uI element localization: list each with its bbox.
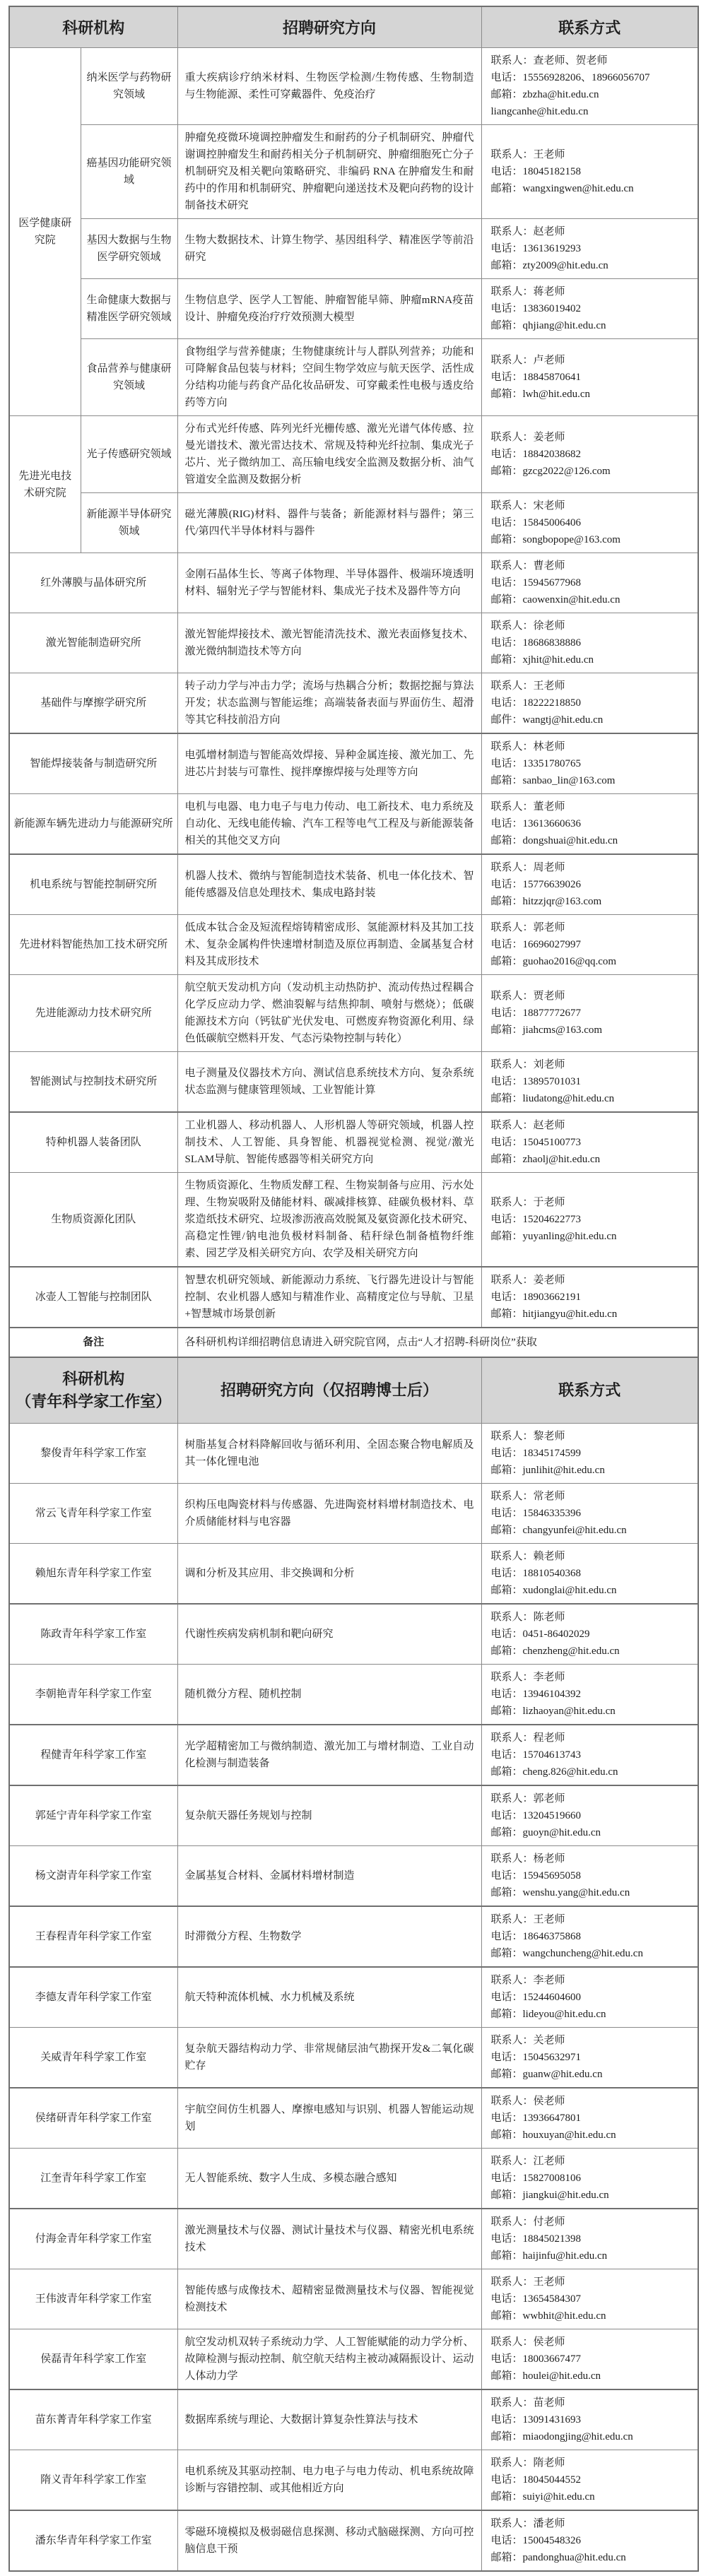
contact-line: 电话：13204519660 bbox=[490, 1810, 582, 1821]
contact-cell bbox=[481, 1967, 698, 2028]
direction-cell: 电机与电器、电力电子与电力传动、电工新技术、电力系统及自动化、无线电能传输、汽车工程等电气工程及与新能源装备相关的其他交叉方向 bbox=[177, 794, 481, 855]
contact-line: 邮箱：miaodongjing@hit.edu.cn bbox=[490, 2431, 633, 2442]
table-row bbox=[9, 673, 698, 734]
direction-cell: 电机系统及其驱动控制、电力电子与电力传动、机电系统故障诊断与容错控制、或其他相近方向 bbox=[177, 2450, 481, 2511]
direction-cell: 机器人技术、微纳与智能制造技术装备、机电一体化技术、智能传感器及信息处理技术、集成电路封装 bbox=[177, 854, 481, 915]
table-row bbox=[9, 854, 698, 915]
direction-cell: 调和分析及其应用、非交换调和分析 bbox=[177, 1544, 481, 1605]
contact-cell bbox=[481, 1906, 698, 1967]
contact-line: 联系人：王老师 bbox=[490, 680, 565, 692]
contact-line: 联系人：付老师 bbox=[490, 2216, 565, 2228]
contact-line: 邮箱：xudonglai@hit.edu.cn bbox=[490, 1585, 617, 1596]
org-cell: 程健青年科学家工作室 bbox=[9, 1725, 177, 1785]
contact-line: 联系人：江老师 bbox=[490, 2156, 565, 2167]
contact-line: 联系人：苗老师 bbox=[490, 2397, 565, 2409]
contact-line: 电话：18903662191 bbox=[490, 1292, 582, 1303]
contact-line: 电话：18646375868 bbox=[490, 1931, 582, 1942]
contact-line: 电话：18222218850 bbox=[490, 697, 582, 709]
direction-cell: 分布式光纤传感、阵列光纤光栅传感、激光光谱气体传感、拉曼光谱技术、激光雷达技术、常规及特种光纤拉制、集成光子芯片、光子微纳加工、高压输电线安全监测及数据分析、油气管道安全监测及数据分析 bbox=[177, 416, 481, 493]
contact-line: 邮箱：wenshu.yang@hit.edu.cn bbox=[490, 1887, 630, 1898]
contact-line: 邮箱：lideyou@hit.edu.cn bbox=[490, 2009, 606, 2020]
contact-cell bbox=[481, 1052, 698, 1113]
org-cell: 常云飞青年科学家工作室 bbox=[9, 1484, 177, 1544]
contact-line: 电话：13946104392 bbox=[490, 1689, 582, 1700]
table-body bbox=[9, 48, 698, 2572]
table-row bbox=[9, 2510, 698, 2571]
direction-cell: 激光测量技术与仪器、测试计量技术与仪器、精密光机电系统技术 bbox=[177, 2209, 481, 2269]
contact-line: 联系人：郭老师 bbox=[490, 1793, 565, 1804]
contact-line: 联系人：贾老师 bbox=[490, 991, 565, 1002]
org-cell: 赖旭东青年科学家工作室 bbox=[9, 1544, 177, 1605]
contact-line: 联系人：赖老师 bbox=[490, 1551, 565, 1562]
contact-line: 电话：18045044552 bbox=[490, 2474, 582, 2486]
direction-cell: 织构压电陶瓷材料与传感器、先进陶瓷材料增材制造技术、电介质储能材料与电容器 bbox=[177, 1484, 481, 1544]
contact-cell bbox=[481, 1173, 698, 1268]
sub-area-cell: 纳米医学与药物研究领域 bbox=[81, 48, 177, 125]
contact-line: 邮箱：dongshuai@hit.edu.cn bbox=[490, 835, 618, 846]
contact-cell bbox=[481, 794, 698, 855]
contact-line: 电话：15004548326 bbox=[490, 2535, 582, 2546]
contact-cell bbox=[481, 915, 698, 975]
contact-line: 邮箱：liudatong@hit.edu.cn bbox=[490, 1093, 615, 1104]
contact-line: 电话：18345174599 bbox=[490, 1448, 582, 1459]
contact-line: 邮箱：guohao2016@qq.com bbox=[490, 956, 617, 967]
org-group-cell: 医学健康研究院 bbox=[9, 48, 81, 416]
table1-header-direction: 招聘研究方向 bbox=[177, 6, 481, 48]
table-row bbox=[9, 219, 698, 279]
note-text-cell: 各科研机构详细招聘信息请进入研究院官网，点击“人才招聘-科研岗位”获取 bbox=[177, 1328, 698, 1357]
table-row bbox=[9, 1544, 698, 1605]
table1-header-org: 科研机构 bbox=[9, 6, 177, 48]
org-cell: 李德友青年科学家工作室 bbox=[9, 1967, 177, 2028]
org-cell: 侯绪研青年科学家工作室 bbox=[9, 2088, 177, 2149]
contact-cell bbox=[481, 219, 698, 279]
contact-line: 邮箱：zty2009@hit.edu.cn bbox=[490, 260, 608, 271]
contact-line: 联系人：杨老师 bbox=[490, 1853, 565, 1865]
org-cell: 杨文澍青年科学家工作室 bbox=[9, 1846, 177, 1907]
contact-line: 联系人：李老师 bbox=[490, 1672, 565, 1683]
contact-line: 邮箱：hitjiangyu@hit.edu.cn bbox=[490, 1308, 618, 1320]
contact-cell bbox=[481, 493, 698, 553]
contact-line: liangcanhe@hit.edu.cn bbox=[490, 106, 589, 117]
table-row bbox=[9, 2269, 698, 2329]
contact-line: 电话：13936647801 bbox=[490, 2113, 582, 2124]
contact-line: 联系人：王老师 bbox=[490, 2276, 565, 2288]
contact-line: 联系人：林老师 bbox=[490, 741, 565, 752]
contact-line: 联系人：查老师、贺老师 bbox=[490, 55, 608, 66]
contact-line: 邮箱：wwbhit@hit.edu.cn bbox=[490, 2310, 606, 2322]
table-row bbox=[9, 1906, 698, 1967]
contact-line: 邮箱：sanbao_lin@163.com bbox=[490, 775, 616, 786]
direction-cell: 航空航天发动机方向（发动机主动热防护、流动传热过程耦合化学反应动力学、燃油裂解与结焦抑制、喷射与燃烧）；低碳能源技术方向（钙钛矿光伏发电、可燃废弃物资源化利用、绿色低碳航空燃料开发、气态污染物控制与转化） bbox=[177, 975, 481, 1052]
contact-cell bbox=[481, 1725, 698, 1785]
org-cell: 潘东华青年科学家工作室 bbox=[9, 2510, 177, 2571]
contact-line: 电话：18003667477 bbox=[490, 2353, 582, 2365]
contact-line: 联系人：王老师 bbox=[490, 149, 565, 160]
contact-line: 电话：15776639026 bbox=[490, 879, 582, 890]
recruitment-table bbox=[8, 6, 699, 2572]
direction-cell: 复杂航天器任务规划与控制 bbox=[177, 1785, 481, 1846]
org-cell: 隋义青年科学家工作室 bbox=[9, 2450, 177, 2511]
contact-line: 电话：18686838886 bbox=[490, 637, 582, 649]
org-cell: 王伟波青年科学家工作室 bbox=[9, 2269, 177, 2329]
table2-header-org: 科研机构 （青年科学家工作室） bbox=[9, 1357, 177, 1424]
contact-line: 联系人：关老师 bbox=[490, 2035, 565, 2046]
contact-line: 联系人：于老师 bbox=[490, 1197, 565, 1208]
table-row bbox=[9, 2450, 698, 2511]
contact-line: 电话：15244604600 bbox=[490, 1992, 582, 2003]
contact-cell bbox=[481, 339, 698, 416]
table-row bbox=[9, 1424, 698, 1484]
contact-line: 邮箱：houlei@hit.edu.cn bbox=[490, 2370, 601, 2382]
contact-cell bbox=[481, 2149, 698, 2209]
contact-line: 邮箱：zhaolj@hit.edu.cn bbox=[490, 1154, 601, 1165]
contact-line: 电话：15204622773 bbox=[490, 1214, 582, 1225]
org-cell: 郭延宁青年科学家工作室 bbox=[9, 1785, 177, 1846]
table-row bbox=[9, 1267, 698, 1328]
org-group-cell: 先进光电技术研究院 bbox=[9, 416, 81, 553]
contact-line: 联系人：周老师 bbox=[490, 862, 565, 873]
org-cell: 智能测试与控制技术研究所 bbox=[9, 1052, 177, 1113]
org-cell: 基础件与摩擦学研究所 bbox=[9, 673, 177, 734]
sub-area-cell: 癌基因功能研究领域 bbox=[81, 125, 177, 219]
contact-line: 电话：18045182158 bbox=[490, 166, 582, 177]
table-row bbox=[9, 553, 698, 613]
direction-cell: 复杂航天器结构动力学、非常规储层油气勘探开发&二氧化碳贮存 bbox=[177, 2028, 481, 2088]
contact-line: 邮件：wangtj@hit.edu.cn bbox=[490, 714, 604, 726]
contact-line: 联系人：郭老师 bbox=[490, 922, 565, 933]
direction-cell: 航天特种流体机械、水力机械及系统 bbox=[177, 1967, 481, 2028]
contact-line: 电话：18845870641 bbox=[490, 372, 582, 383]
table-row bbox=[9, 2329, 698, 2390]
contact-line: 邮箱：caowenxin@hit.edu.cn bbox=[490, 594, 620, 605]
direction-cell: 食物组学与营养健康；生物健康统计与人群队列营养；功能和可降解食品包装与材料；空间生物学效应与航天医学、活性成分结构功能与药食产品化妆品研发、可穿戴柔性电极与透皮给药等方向 bbox=[177, 339, 481, 416]
contact-line: 联系人：徐老师 bbox=[490, 620, 565, 632]
contact-line: 电话：15704613743 bbox=[490, 1749, 582, 1761]
contact-line: 电话：18842038682 bbox=[490, 449, 582, 460]
contact-cell bbox=[481, 613, 698, 673]
contact-cell bbox=[481, 553, 698, 613]
contact-line: 联系人：王老师 bbox=[490, 1914, 565, 1925]
contact-cell bbox=[481, 48, 698, 125]
org-cell: 新能源车辆先进动力与能源研究所 bbox=[9, 794, 177, 855]
direction-cell: 航空发动机双转子系统动力学、人工智能赋能的动力学分析、故障检测与振动控制、航空航天结构主被动减隔振设计、运动人体动力学 bbox=[177, 2329, 481, 2390]
contact-line: 邮箱：lizhaoyan@hit.edu.cn bbox=[490, 1706, 616, 1717]
contact-line: 邮箱：xjhit@hit.edu.cn bbox=[490, 654, 594, 666]
contact-line: 电话：13654584307 bbox=[490, 2293, 582, 2305]
contact-line: 联系人：董老师 bbox=[490, 801, 565, 813]
contact-line: 电话：15945695058 bbox=[490, 1870, 582, 1881]
org-cell: 智能焊接装备与制造研究所 bbox=[9, 733, 177, 794]
org-cell: 李朝艳青年科学家工作室 bbox=[9, 1665, 177, 1725]
contact-line: 联系人：赵老师 bbox=[490, 1120, 565, 1131]
direction-cell: 重大疾病诊疗纳米材料、生物医学检测/生物传感、生物制造与生物能源、柔性可穿戴器件、免疫治疗 bbox=[177, 48, 481, 125]
contact-line: 电话：15846335396 bbox=[490, 1508, 582, 1519]
contact-cell bbox=[481, 733, 698, 794]
contact-line: 联系人：李老师 bbox=[490, 1975, 565, 1986]
org-cell: 先进材料智能热加工技术研究所 bbox=[9, 915, 177, 975]
contact-line: 电话：13836019402 bbox=[490, 303, 582, 314]
contact-line: 联系人：侯老师 bbox=[490, 2336, 565, 2348]
contact-line: 联系人：曹老师 bbox=[490, 560, 565, 572]
direction-cell: 电子测量及仪器技术方向、测试信息系统技术方向、复杂系统状态监测与健康管理领域、工业智能计算 bbox=[177, 1052, 481, 1113]
table-row bbox=[9, 1967, 698, 2028]
sub-area-cell: 食品营养与健康研究领域 bbox=[81, 339, 177, 416]
contact-line: 邮箱：guanw@hit.edu.cn bbox=[490, 2069, 603, 2080]
direction-cell: 随机微分方程、随机控制 bbox=[177, 1665, 481, 1725]
table-row bbox=[9, 1846, 698, 1907]
org-cell: 侯磊青年科学家工作室 bbox=[9, 2329, 177, 2390]
contact-line: 邮箱：songbopope@163.com bbox=[490, 534, 620, 545]
org-cell: 激光智能制造研究所 bbox=[9, 613, 177, 673]
table-row bbox=[9, 1052, 698, 1113]
contact-line: 邮箱：changyunfei@hit.edu.cn bbox=[490, 1525, 627, 1536]
contact-line: 邮箱：houxuyan@hit.edu.cn bbox=[490, 2129, 616, 2141]
contact-line: 联系人：陈老师 bbox=[490, 1612, 565, 1623]
contact-line: 电话：15827008106 bbox=[490, 2173, 582, 2184]
table-row bbox=[9, 125, 698, 219]
table2-header-direction: 招聘研究方向（仅招聘博士后） bbox=[177, 1357, 481, 1424]
contact-line: 联系人：程老师 bbox=[490, 1732, 565, 1744]
org-cell: 机电系统与智能控制研究所 bbox=[9, 854, 177, 915]
contact-line: 联系人：宋老师 bbox=[490, 500, 565, 512]
contact-line: 电话：18845021398 bbox=[490, 2233, 582, 2245]
org-cell: 陈政青年科学家工作室 bbox=[9, 1604, 177, 1665]
table-row bbox=[9, 733, 698, 794]
contact-line: 电话：15945677968 bbox=[490, 577, 582, 589]
direction-cell: 生物质资源化、生物质发酵工程、生物炭制备与应用、污水处理、生物炭吸附及储能材料、碳减排核算、硅碳负极材料、草浆造纸技术研究、垃圾渗沥液高效脱氮及氨资源化技术研究、高稳定性锂/钠电池负极材料制备、秸秆绿色制备植物纤维素、园艺学及相关研究方向、农学及相关研究方向 bbox=[177, 1173, 481, 1268]
contact-line: 电话：0451-86402029 bbox=[490, 1629, 590, 1640]
note-row bbox=[9, 1328, 698, 1357]
contact-cell bbox=[481, 2269, 698, 2329]
contact-line: 邮箱：jiangkui@hit.edu.cn bbox=[490, 2190, 609, 2201]
table-row bbox=[9, 279, 698, 339]
contact-cell bbox=[481, 1267, 698, 1328]
direction-cell: 工业机器人、移动机器人、人形机器人等研究领域，机器人控制技术、人工智能、具身智能、机器视觉检测、视觉/激光SLAM导航、智能传感器等相关研究方向 bbox=[177, 1112, 481, 1173]
contact-line: 联系人：姜老师 bbox=[490, 1275, 565, 1286]
contact-line: 邮箱：wangxingwen@hit.edu.cn bbox=[490, 183, 634, 194]
org-cell: 苗东菁青年科学家工作室 bbox=[9, 2389, 177, 2450]
table-row bbox=[9, 1725, 698, 1785]
table2-header-contact: 联系方式 bbox=[481, 1357, 698, 1424]
org-cell: 黎俊青年科学家工作室 bbox=[9, 1424, 177, 1484]
direction-cell: 磁光薄膜(RIG)材料、器件与装备；新能源材料与器件；第三代/第四代半导体材料与器件 bbox=[177, 493, 481, 553]
table1-header-contact: 联系方式 bbox=[481, 6, 698, 48]
contact-line: 邮箱：guoyn@hit.edu.cn bbox=[490, 1827, 601, 1838]
direction-cell: 激光智能焊接技术、激光智能清洗技术、激光表面修复技术、激光微纳制造技术等方向 bbox=[177, 613, 481, 673]
table-row bbox=[9, 1665, 698, 1725]
direction-cell: 时滞微分方程、生物数学 bbox=[177, 1906, 481, 1967]
org-cell: 关威青年科学家工作室 bbox=[9, 2028, 177, 2088]
contact-cell bbox=[481, 1785, 698, 1846]
table-row bbox=[9, 2088, 698, 2149]
contact-line: 联系人：侯老师 bbox=[490, 2096, 565, 2107]
contact-cell bbox=[481, 1424, 698, 1484]
table-row bbox=[9, 339, 698, 416]
contact-line: 邮箱：lwh@hit.edu.cn bbox=[490, 389, 590, 400]
direction-cell: 树脂基复合材料降解回收与循环利用、全固态聚合物电解质及其一体化锂电池 bbox=[177, 1424, 481, 1484]
contact-cell bbox=[481, 2450, 698, 2511]
contact-cell bbox=[481, 2028, 698, 2088]
contact-line: 电话：16696027997 bbox=[490, 939, 582, 950]
org-cell: 特种机器人装备团队 bbox=[9, 1112, 177, 1173]
direction-cell: 低成本钛合金及短流程熔铸精密成形、氢能源材料及其加工技术、复杂金属构件快速增材制造及原位再制造、金属基复合材料及其成形技术 bbox=[177, 915, 481, 975]
org-cell: 先进能源动力技术研究所 bbox=[9, 975, 177, 1052]
contact-line: 联系人：常老师 bbox=[490, 1491, 565, 1502]
contact-cell bbox=[481, 1846, 698, 1907]
table-row bbox=[9, 416, 698, 493]
table-row bbox=[9, 1173, 698, 1268]
org-cell: 红外薄膜与晶体研究所 bbox=[9, 553, 177, 613]
table-row bbox=[9, 2028, 698, 2088]
contact-line: 联系人：卢老师 bbox=[490, 355, 565, 366]
contact-line: 电话：18877772677 bbox=[490, 1008, 582, 1019]
org-cell: 付海金青年科学家工作室 bbox=[9, 2209, 177, 2269]
contact-cell bbox=[481, 1604, 698, 1665]
sub-area-cell: 光子传感研究领域 bbox=[81, 416, 177, 493]
contact-line: 电话：13091431693 bbox=[490, 2414, 582, 2426]
direction-cell: 转子动力学与冲击力学；流场与热耦合分析；数据挖掘与算法开发；状态监测与智能运维；高端装备表面与界面仿生、超滑等其它科技前沿方向 bbox=[177, 673, 481, 734]
direction-cell: 无人智能系统、数字人生成、多模态融合感知 bbox=[177, 2149, 481, 2209]
contact-line: 电话：15045100773 bbox=[490, 1137, 582, 1148]
contact-line: 联系人：刘老师 bbox=[490, 1059, 565, 1070]
direction-cell: 生物信息学、医学人工智能、肿瘤智能早筛、肿瘤mRNA疫苗设计、肿瘤免疫治疗疗效预测大模型 bbox=[177, 279, 481, 339]
contact-line: 邮箱：gzcg2022@126.com bbox=[490, 466, 611, 477]
direction-cell: 智慧农机研究领域、新能源动力系统、飞行器先进设计与智能控制、农业机器人感知与精准作业、高精度定位与导航、卫星+智慧城市场景创新 bbox=[177, 1267, 481, 1328]
direction-cell: 生物大数据技术、计算生物学、基因组科学、精准医学等前沿研究 bbox=[177, 219, 481, 279]
contact-line: 邮箱：jiahcms@163.com bbox=[490, 1024, 603, 1036]
contact-line: 联系人：黎老师 bbox=[490, 1431, 565, 1442]
contact-line: 电话：13895701031 bbox=[490, 1076, 582, 1087]
sub-area-cell: 基因大数据与生物医学研究领域 bbox=[81, 219, 177, 279]
contact-cell bbox=[481, 2209, 698, 2269]
contact-cell bbox=[481, 854, 698, 915]
table-row bbox=[9, 2389, 698, 2450]
contact-line: 邮箱：cheng.826@hit.edu.cn bbox=[490, 1766, 618, 1778]
org-cell: 王春程青年科学家工作室 bbox=[9, 1906, 177, 1967]
contact-line: 电话：13613660636 bbox=[490, 818, 582, 829]
table-row bbox=[9, 48, 698, 125]
contact-line: 联系人：潘老师 bbox=[490, 2518, 565, 2529]
table-row bbox=[9, 1785, 698, 1846]
contact-line: 邮箱：pandonghua@hit.edu.cn bbox=[490, 2552, 626, 2563]
contact-line: 邮箱：wangchuncheng@hit.edu.cn bbox=[490, 1948, 643, 1959]
contact-line: 邮箱：chenzheng@hit.edu.cn bbox=[490, 1646, 620, 1657]
table-row bbox=[9, 915, 698, 975]
contact-line: 电话：13351780765 bbox=[490, 758, 582, 769]
sub-area-cell: 生命健康大数据与精准医学研究领域 bbox=[81, 279, 177, 339]
contact-cell bbox=[481, 125, 698, 219]
contact-cell bbox=[481, 416, 698, 493]
note-label-cell: 备注 bbox=[9, 1328, 177, 1357]
contact-line: 联系人：隋老师 bbox=[490, 2457, 565, 2469]
direction-cell: 数据库系统与理论、大数据计算复杂性算法与技术 bbox=[177, 2389, 481, 2450]
sub-area-cell: 新能源半导体研究领域 bbox=[81, 493, 177, 553]
table-row bbox=[9, 1604, 698, 1665]
contact-line: 电话：15845006406 bbox=[490, 517, 582, 528]
contact-line: 邮箱：yuyanling@hit.edu.cn bbox=[490, 1231, 617, 1242]
table-row bbox=[9, 975, 698, 1052]
table-row bbox=[9, 2209, 698, 2269]
direction-cell: 肿瘤免疫微环境调控肿瘤发生和耐药的分子机制研究、肿瘤代谢调控肿瘤发生和耐药相关分子机制研究、肿瘤细胞死亡分子机制研究及相关靶向策略研究、非编码 RNA 在肿瘤发生和耐药中的作用和机制研究、肿瘤靶向递送技术及靶向药物的设计制备技术研究 bbox=[177, 125, 481, 219]
direction-cell: 电弧增材制造与智能高效焊接、异种金属连接、激光加工、先进芯片封装与可靠性、搅拌摩擦焊接与处理等方向 bbox=[177, 733, 481, 794]
contact-line: 电话：15556928206、18966056707 bbox=[490, 72, 650, 83]
contact-line: 邮箱：haijinfu@hit.edu.cn bbox=[490, 2250, 608, 2262]
org-cell: 冰壶人工智能与控制团队 bbox=[9, 1267, 177, 1328]
contact-line: 邮箱：junlihit@hit.edu.cn bbox=[490, 1465, 605, 1476]
contact-cell bbox=[481, 279, 698, 339]
contact-cell bbox=[481, 2389, 698, 2450]
contact-line: 电话：13613619293 bbox=[490, 243, 582, 254]
table-row bbox=[9, 1484, 698, 1544]
direction-cell: 代谢性疾病发病机制和靶向研究 bbox=[177, 1604, 481, 1665]
direction-cell: 光学超精密加工与微纳制造、激光加工与增材制造、工业自动化检测与制造装备 bbox=[177, 1725, 481, 1785]
contact-line: 邮箱：suiyi@hit.edu.cn bbox=[490, 2491, 595, 2503]
contact-cell bbox=[481, 2510, 698, 2571]
org-cell: 生物质资源化团队 bbox=[9, 1173, 177, 1268]
table-row bbox=[9, 794, 698, 855]
contact-line: 邮箱：hitzzjqr@163.com bbox=[490, 896, 602, 907]
table-row bbox=[9, 1112, 698, 1173]
table-row bbox=[9, 613, 698, 673]
direction-cell: 智能传感与成像技术、超精密显微测量技术与仪器、智能视觉检测技术 bbox=[177, 2269, 481, 2329]
contact-cell bbox=[481, 2088, 698, 2149]
contact-line: 电话：15045632971 bbox=[490, 2052, 582, 2063]
contact-cell bbox=[481, 2329, 698, 2390]
direction-cell: 金属基复合材料、金属材料增材制造 bbox=[177, 1846, 481, 1907]
contact-cell bbox=[481, 1112, 698, 1173]
table2-header-row bbox=[9, 1357, 698, 1424]
direction-cell: 零磁环境模拟及极弱磁信息探测、移动式脑磁探测、方向可控脑信息干预 bbox=[177, 2510, 481, 2571]
contact-cell bbox=[481, 1484, 698, 1544]
table-row bbox=[9, 2149, 698, 2209]
contact-line: 邮箱：qhjiang@hit.edu.cn bbox=[490, 320, 606, 331]
direction-cell: 金刚石晶体生长、等离子体物理、半导体器件、极端环境透明材料、辐射光子学与智能材料、集成光子技术及器件等方向 bbox=[177, 553, 481, 613]
table1-header-row bbox=[9, 6, 698, 48]
contact-line: 联系人：赵老师 bbox=[490, 226, 565, 237]
org-cell: 江奎青年科学家工作室 bbox=[9, 2149, 177, 2209]
contact-cell bbox=[481, 975, 698, 1052]
contact-line: 联系人：姜老师 bbox=[490, 432, 565, 443]
contact-line: 邮箱：zbzha@hit.edu.cn bbox=[490, 89, 599, 100]
contact-line: 电话：18810540368 bbox=[490, 1568, 582, 1579]
contact-cell bbox=[481, 1665, 698, 1725]
contact-cell bbox=[481, 1544, 698, 1605]
table-row bbox=[9, 493, 698, 553]
contact-line: 联系人：蒋老师 bbox=[490, 286, 565, 297]
contact-cell bbox=[481, 673, 698, 734]
direction-cell: 宇航空间仿生机器人、摩擦电感知与识别、机器人智能运动规划 bbox=[177, 2088, 481, 2149]
